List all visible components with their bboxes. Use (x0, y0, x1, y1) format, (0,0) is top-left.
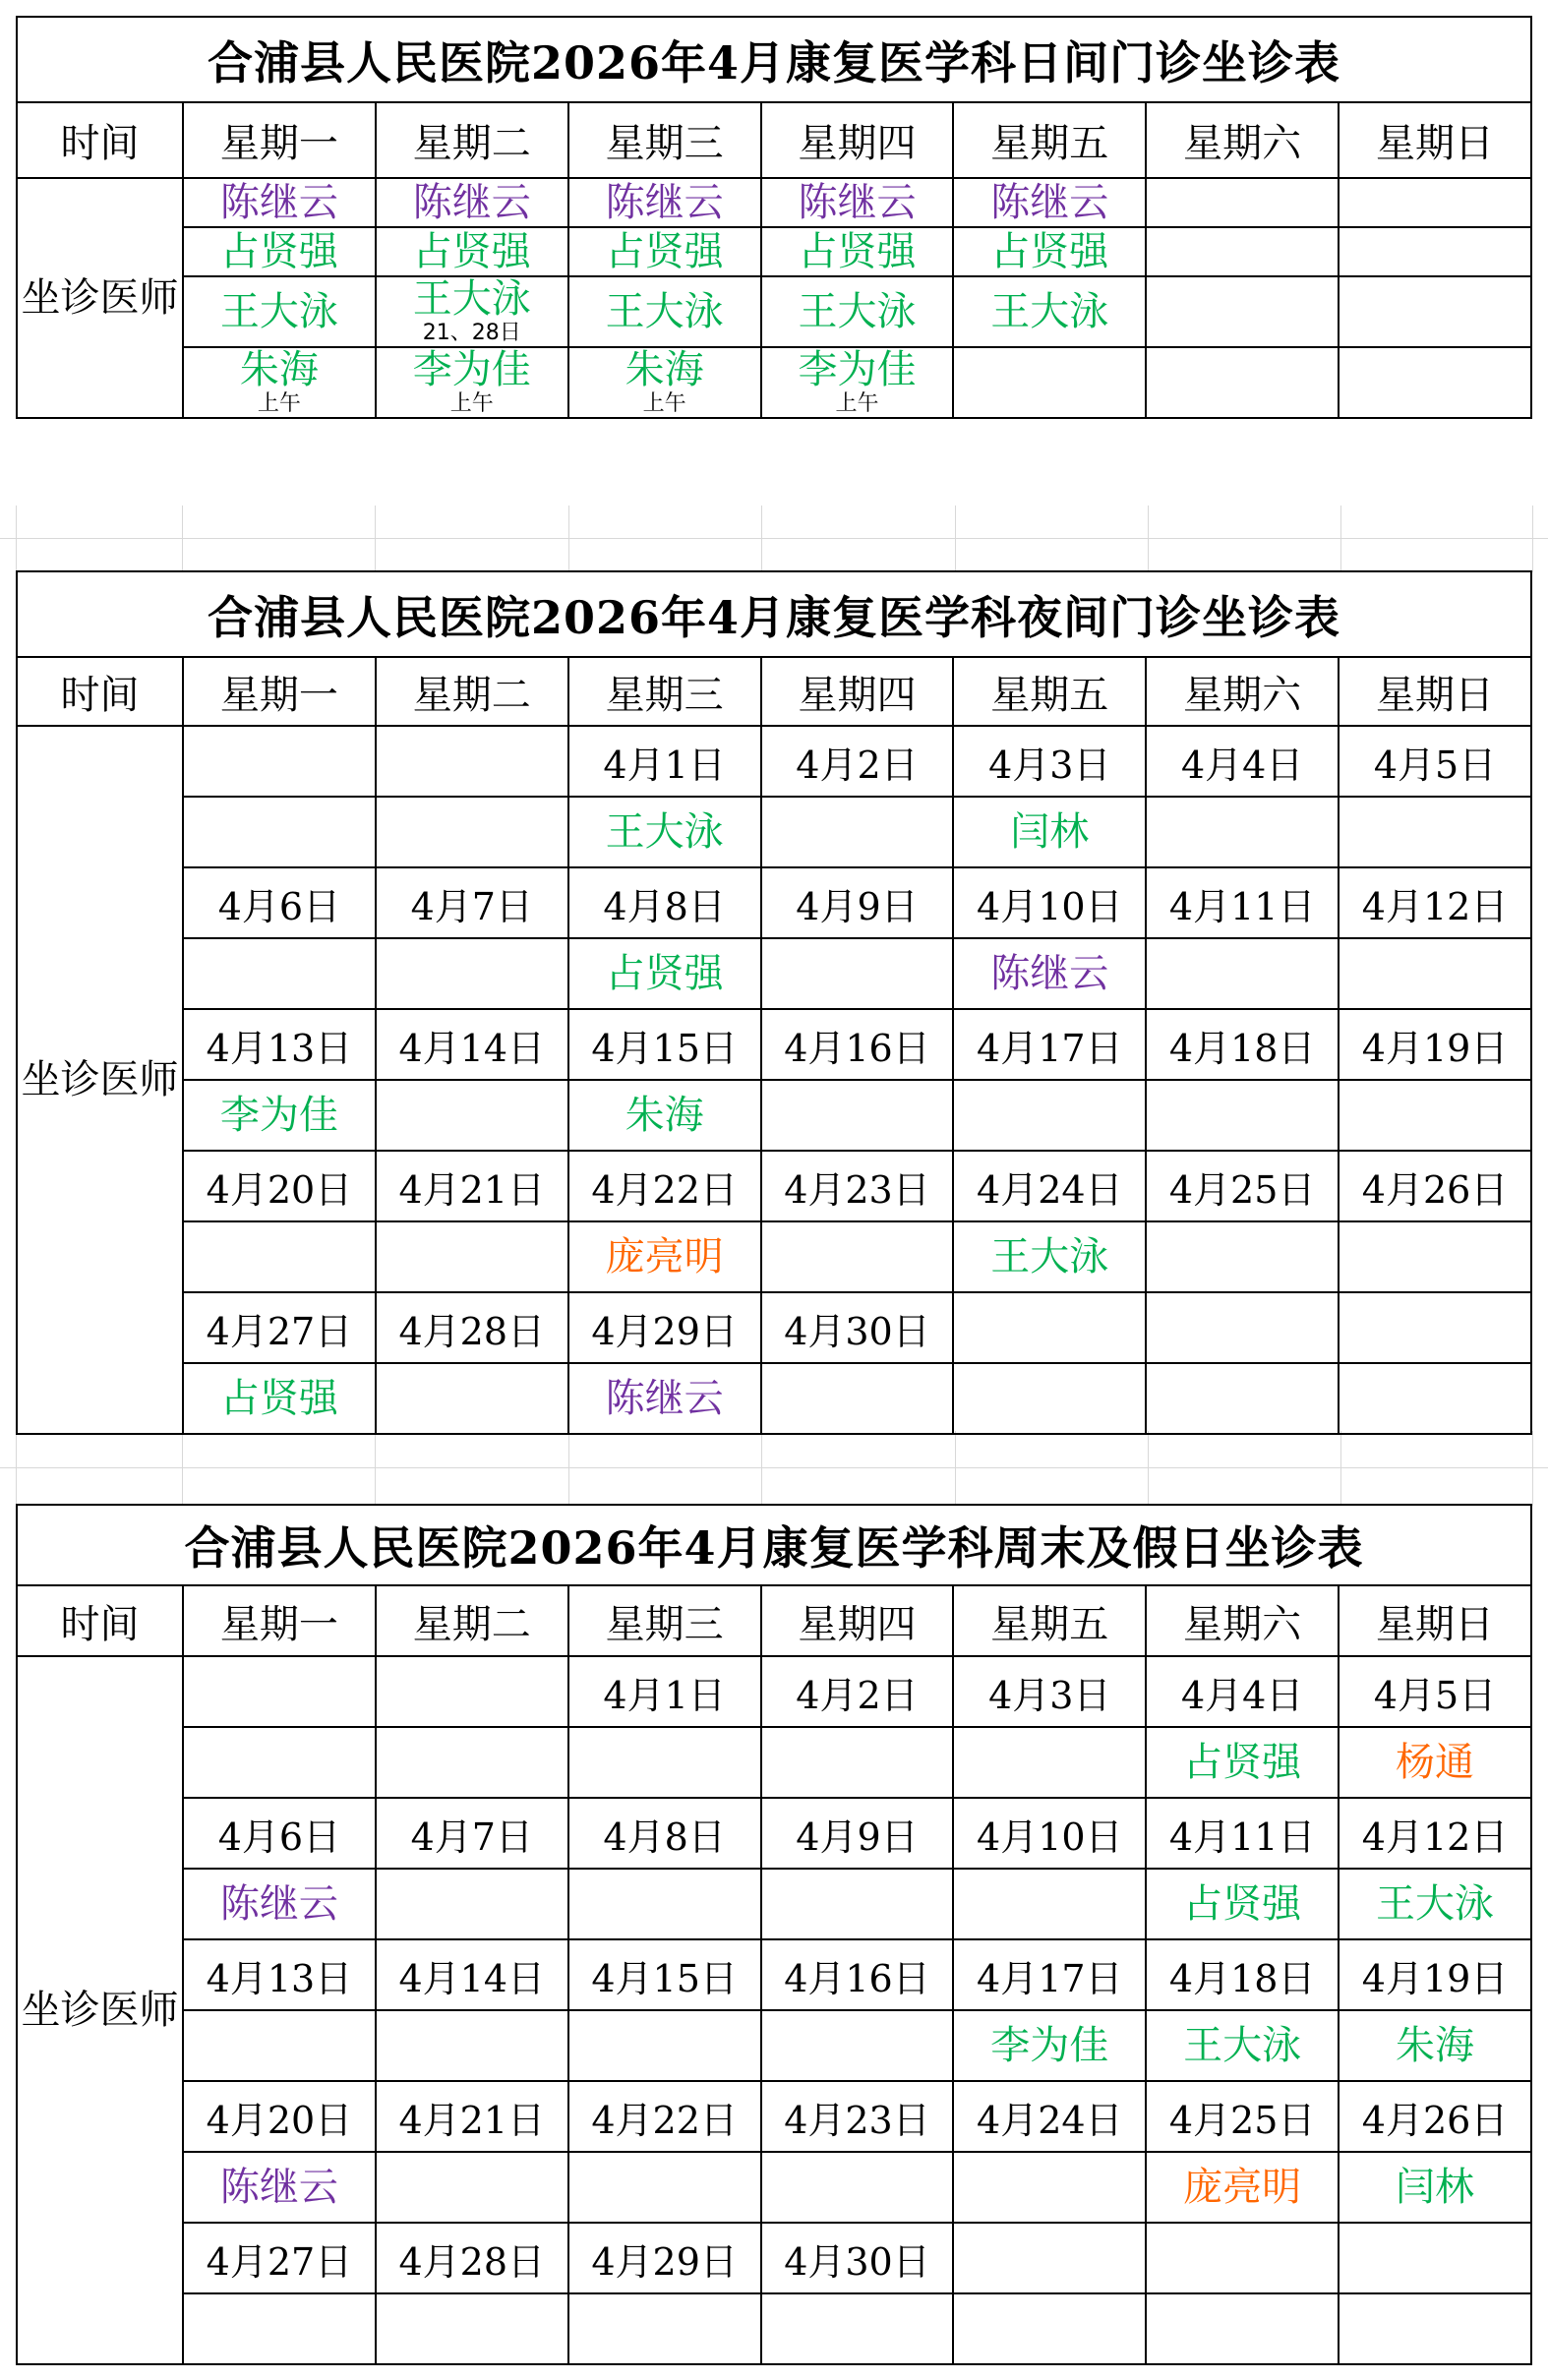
night-header-row (17, 657, 1531, 726)
doctor-cell (568, 347, 761, 418)
doctor-cell (1146, 2293, 1339, 2364)
doctor-cell (183, 178, 376, 227)
doctor-cell (1146, 1727, 1339, 1798)
doctor-cell (568, 1727, 761, 1798)
doctor-row (17, 1363, 1531, 1434)
doctor-cell (761, 1221, 954, 1292)
doctor-cell (376, 347, 568, 418)
doctor-cell (761, 1080, 954, 1151)
date-row (17, 867, 1531, 938)
doctor-cell (183, 227, 376, 276)
date-cell: 4月15日 (568, 1009, 761, 1080)
doctor-cell (376, 1363, 568, 1434)
table-row (17, 227, 1531, 276)
doctor-cell (568, 2010, 761, 2081)
date-cell: 4月1日 (568, 1656, 761, 1727)
header-time: 时间 (17, 657, 183, 726)
date-cell: 4月11日 (1146, 867, 1339, 938)
doctor-name: 杨通 (1396, 1740, 1475, 1785)
header-friday: 星期五 (953, 657, 1146, 726)
header-sunday: 星期日 (1339, 657, 1531, 726)
doctor-cell (376, 276, 568, 347)
header-monday: 星期一 (183, 1585, 376, 1656)
doctor-cell (376, 1221, 568, 1292)
date-cell: 4月8日 (568, 867, 761, 938)
doctor-note: 21、28日 (422, 321, 521, 345)
weekend-schedule-body (17, 1656, 1531, 2364)
doctor-name: 王大泳 (605, 809, 724, 855)
doctor-name: 闫林 (1010, 809, 1090, 855)
doctor-cell (953, 797, 1146, 867)
doctor-name: 朱海 (1396, 2023, 1475, 2068)
doctor-name: 陈继云 (605, 1376, 724, 1421)
doctor-cell (1339, 347, 1531, 418)
date-cell: 4月5日 (1339, 726, 1531, 797)
doctor-cell (1339, 178, 1531, 227)
date-cell: 4月7日 (376, 1798, 568, 1869)
date-cell: 4月12日 (1339, 1798, 1531, 1869)
table-row (17, 178, 1531, 227)
date-cell: 4月11日 (1146, 1798, 1339, 1869)
date-cell: 4月12日 (1339, 867, 1531, 938)
doctor-name: 占贤强 (1183, 1881, 1302, 1927)
header-sunday: 星期日 (1339, 1585, 1531, 1656)
doctor-name: 占贤强 (219, 1376, 338, 1421)
header-time: 时间 (17, 1585, 183, 1656)
date-cell: 4月24日 (953, 2081, 1146, 2152)
doctor-name: 李为佳 (990, 2023, 1109, 2068)
doctor-cell (183, 1363, 376, 1434)
doctor-cell (953, 1080, 1146, 1151)
date-cell: 4月16日 (761, 1009, 954, 1080)
date-row (17, 2223, 1531, 2293)
date-cell: 4月6日 (183, 867, 376, 938)
doctor-cell (761, 347, 954, 418)
date-row (17, 1151, 1531, 1221)
date-cell: 4月20日 (183, 2081, 376, 2152)
doctor-cell (183, 1080, 376, 1151)
doctor-cell (568, 1221, 761, 1292)
doctor-cell (953, 347, 1146, 418)
doctor-cell (1146, 797, 1339, 867)
doctor-name: 王大泳 (1376, 1881, 1495, 1927)
date-cell: 4月28日 (376, 1292, 568, 1363)
doctor-cell (1146, 2152, 1339, 2223)
doctor-cell (183, 797, 376, 867)
header-time: 时间 (17, 102, 183, 178)
date-cell: 4月2日 (761, 726, 954, 797)
date-cell: 4月4日 (1146, 1656, 1339, 1727)
doctor-cell (1146, 1869, 1339, 1939)
date-cell: 4月8日 (568, 1798, 761, 1869)
doctor-cell (183, 2293, 376, 2364)
date-row (17, 726, 1531, 797)
date-cell: 4月22日 (568, 1151, 761, 1221)
header-thursday: 星期四 (761, 102, 954, 178)
date-row (17, 1292, 1531, 1363)
date-cell: 4月10日 (953, 1798, 1146, 1869)
date-cell: 4月15日 (568, 1939, 761, 2010)
doctor-cell (568, 1080, 761, 1151)
doctor-cell (953, 1727, 1146, 1798)
doctor-name: 占贤强 (412, 229, 531, 274)
doctor-row-label: 坐诊医师 (17, 726, 183, 1434)
date-cell: 4月26日 (1339, 2081, 1531, 2152)
date-cell: 4月1日 (568, 726, 761, 797)
date-cell: 4月13日 (183, 1009, 376, 1080)
night-schedule-title: 合浦县人民医院2026年4月康复医学科夜间门诊坐诊表 (17, 571, 1531, 657)
date-cell: 4月4日 (1146, 726, 1339, 797)
header-tuesday: 星期二 (376, 102, 568, 178)
date-cell: 4月5日 (1339, 1656, 1531, 1727)
doctor-name: 李为佳 (412, 347, 531, 392)
night-schedule-table (16, 570, 1532, 1435)
doctor-cell (953, 1363, 1146, 1434)
date-cell: 4月25日 (1146, 1151, 1339, 1221)
doctor-cell (761, 178, 954, 227)
doctor-cell (953, 938, 1146, 1009)
date-cell: 4月9日 (761, 1798, 954, 1869)
date-cell: 4月14日 (376, 1009, 568, 1080)
date-cell: 4月9日 (761, 867, 954, 938)
date-cell: 4月6日 (183, 1798, 376, 1869)
date-cell (1146, 2223, 1339, 2293)
doctor-cell (1339, 1727, 1531, 1798)
doctor-name: 陈继云 (798, 180, 917, 225)
weekend-schedule-table (16, 1504, 1532, 2365)
doctor-cell (568, 2293, 761, 2364)
doctor-cell (1146, 2010, 1339, 2081)
header-wednesday: 星期三 (568, 657, 761, 726)
doctor-cell (953, 1221, 1146, 1292)
header-saturday: 星期六 (1146, 657, 1339, 726)
doctor-name: 王大泳 (412, 276, 531, 322)
date-cell: 4月21日 (376, 1151, 568, 1221)
doctor-cell (376, 1727, 568, 1798)
doctor-cell (761, 1869, 954, 1939)
header-thursday: 星期四 (761, 1585, 954, 1656)
date-row (17, 2081, 1531, 2152)
gridline-gap-1 (0, 506, 1548, 572)
date-row (17, 1009, 1531, 1080)
doctor-cell (376, 938, 568, 1009)
date-cell: 4月23日 (761, 2081, 954, 2152)
doctor-cell (953, 178, 1146, 227)
doctor-cell (183, 2152, 376, 2223)
header-wednesday: 星期三 (568, 1585, 761, 1656)
doctor-name: 朱海 (625, 347, 704, 392)
doctor-name: 占贤强 (990, 229, 1109, 274)
doctor-note: 上午 (642, 391, 686, 416)
doctor-cell (376, 797, 568, 867)
doctor-name: 陈继云 (219, 1881, 338, 1927)
doctor-cell (1146, 276, 1339, 347)
date-cell: 4月29日 (568, 1292, 761, 1363)
weekend-header-row (17, 1585, 1531, 1656)
doctor-row (17, 1869, 1531, 1939)
header-monday: 星期一 (183, 657, 376, 726)
doctor-cell (1339, 2152, 1531, 2223)
doctor-name: 王大泳 (1183, 2023, 1302, 2068)
weekend-schedule-title: 合浦县人民医院2026年4月康复医学科周末及假日坐诊表 (17, 1505, 1531, 1585)
date-cell: 4月30日 (761, 2223, 954, 2293)
doctor-cell (1339, 227, 1531, 276)
doctor-name: 陈继云 (605, 180, 724, 225)
date-cell: 4月7日 (376, 867, 568, 938)
doctor-name: 朱海 (239, 347, 319, 392)
doctor-cell (183, 1869, 376, 1939)
doctor-cell (1146, 1363, 1339, 1434)
doctor-cell (568, 938, 761, 1009)
doctor-cell (1339, 1221, 1531, 1292)
date-cell: 4月27日 (183, 1292, 376, 1363)
doctor-row (17, 938, 1531, 1009)
doctor-note: 上午 (449, 391, 494, 416)
doctor-row (17, 2010, 1531, 2081)
doctor-cell (568, 1363, 761, 1434)
gridline-gap-2 (0, 1431, 1548, 1506)
date-cell: 4月29日 (568, 2223, 761, 2293)
doctor-cell (953, 2010, 1146, 2081)
doctor-cell (761, 2293, 954, 2364)
doctor-cell (1339, 2293, 1531, 2364)
date-cell (1339, 1292, 1531, 1363)
day-header-row (17, 102, 1531, 178)
date-cell: 4月3日 (953, 1656, 1146, 1727)
doctor-name: 占贤强 (605, 951, 724, 996)
doctor-cell (953, 227, 1146, 276)
date-row (17, 1798, 1531, 1869)
header-saturday: 星期六 (1146, 102, 1339, 178)
date-cell (1146, 1292, 1339, 1363)
date-cell (953, 1292, 1146, 1363)
doctor-name: 陈继云 (219, 180, 338, 225)
header-monday: 星期一 (183, 102, 376, 178)
doctor-cell (1339, 276, 1531, 347)
doctor-cell (1146, 347, 1339, 418)
doctor-cell (1339, 1080, 1531, 1151)
doctor-name: 陈继云 (219, 2165, 338, 2210)
header-sunday: 星期日 (1339, 102, 1531, 178)
date-cell: 4月10日 (953, 867, 1146, 938)
doctor-cell (953, 1869, 1146, 1939)
header-tuesday: 星期二 (376, 1585, 568, 1656)
doctor-row (17, 1080, 1531, 1151)
date-cell: 4月21日 (376, 2081, 568, 2152)
doctor-cell (376, 2010, 568, 2081)
doctor-cell (183, 1221, 376, 1292)
date-cell: 4月14日 (376, 1939, 568, 2010)
date-row (17, 1656, 1531, 1727)
doctor-cell (761, 1727, 954, 1798)
doctor-cell (376, 2152, 568, 2223)
date-cell: 4月23日 (761, 1151, 954, 1221)
doctor-cell (183, 938, 376, 1009)
doctor-cell (1339, 1363, 1531, 1434)
date-cell (183, 1656, 376, 1727)
date-cell: 4月19日 (1339, 1939, 1531, 2010)
day-schedule-table (16, 16, 1532, 419)
table-row (17, 347, 1531, 418)
day-schedule-body (17, 178, 1531, 418)
table-row (17, 276, 1531, 347)
doctor-name: 占贤强 (1183, 1740, 1302, 1785)
date-cell: 4月17日 (953, 1939, 1146, 2010)
date-cell: 4月30日 (761, 1292, 954, 1363)
doctor-name: 陈继云 (990, 951, 1109, 996)
header-thursday: 星期四 (761, 657, 954, 726)
header-saturday: 星期六 (1146, 1585, 1339, 1656)
doctor-name: 李为佳 (798, 347, 917, 392)
doctor-cell (1339, 1869, 1531, 1939)
doctor-cell (953, 276, 1146, 347)
doctor-cell (376, 2293, 568, 2364)
doctor-cell (1339, 797, 1531, 867)
date-cell: 4月22日 (568, 2081, 761, 2152)
doctor-cell (761, 276, 954, 347)
doctor-cell (376, 1869, 568, 1939)
doctor-cell (183, 1727, 376, 1798)
doctor-name: 庞亮明 (1183, 2165, 1302, 2210)
doctor-row (17, 2152, 1531, 2223)
date-cell: 4月28日 (376, 2223, 568, 2293)
date-cell (953, 2223, 1146, 2293)
doctor-cell (761, 797, 954, 867)
doctor-name: 朱海 (625, 1093, 704, 1138)
doctor-name: 陈继云 (990, 180, 1109, 225)
night-schedule-body (17, 726, 1531, 1434)
doctor-cell (568, 227, 761, 276)
header-friday: 星期五 (953, 1585, 1146, 1656)
doctor-cell (1146, 227, 1339, 276)
doctor-name: 闫林 (1396, 2165, 1475, 2210)
doctor-name: 占贤强 (605, 229, 724, 274)
doctor-cell (376, 1080, 568, 1151)
doctor-cell (761, 2010, 954, 2081)
date-cell: 4月13日 (183, 1939, 376, 2010)
date-cell (183, 726, 376, 797)
doctor-row (17, 1221, 1531, 1292)
date-row (17, 1939, 1531, 2010)
doctor-name: 陈继云 (412, 180, 531, 225)
doctor-name: 王大泳 (990, 289, 1109, 334)
date-cell (1339, 2223, 1531, 2293)
date-cell (376, 726, 568, 797)
doctor-cell (953, 2152, 1146, 2223)
doctor-cell (1146, 178, 1339, 227)
doctor-name: 庞亮明 (605, 1234, 724, 1279)
day-schedule-title: 合浦县人民医院2026年4月康复医学科日间门诊坐诊表 (17, 17, 1531, 102)
doctor-cell (1146, 1080, 1339, 1151)
doctor-name: 李为佳 (219, 1093, 338, 1138)
doctor-name: 王大泳 (605, 289, 724, 334)
doctor-row (17, 2293, 1531, 2364)
doctor-cell (761, 227, 954, 276)
doctor-cell (376, 178, 568, 227)
date-cell: 4月16日 (761, 1939, 954, 2010)
doctor-cell (183, 347, 376, 418)
date-cell: 4月27日 (183, 2223, 376, 2293)
header-friday: 星期五 (953, 102, 1146, 178)
doctor-row (17, 797, 1531, 867)
date-cell: 4月20日 (183, 1151, 376, 1221)
date-cell: 4月17日 (953, 1009, 1146, 1080)
doctor-cell (568, 1869, 761, 1939)
date-cell: 4月25日 (1146, 2081, 1339, 2152)
doctor-cell (1146, 1221, 1339, 1292)
doctor-cell (568, 178, 761, 227)
doctor-cell (761, 938, 954, 1009)
doctor-cell (1339, 938, 1531, 1009)
doctor-name: 王大泳 (798, 289, 917, 334)
doctor-cell (183, 2010, 376, 2081)
doctor-row (17, 1727, 1531, 1798)
doctor-note: 上午 (257, 391, 301, 416)
date-cell: 4月26日 (1339, 1151, 1531, 1221)
doctor-note: 上午 (835, 391, 879, 416)
doctor-cell (376, 227, 568, 276)
doctor-name: 王大泳 (219, 289, 338, 334)
doctor-cell (183, 276, 376, 347)
date-cell: 4月18日 (1146, 1939, 1339, 2010)
date-cell: 4月24日 (953, 1151, 1146, 1221)
doctor-cell (761, 2152, 954, 2223)
header-wednesday: 星期三 (568, 102, 761, 178)
doctor-cell (953, 2293, 1146, 2364)
doctor-row-label: 坐诊医师 (17, 178, 183, 418)
date-cell: 4月18日 (1146, 1009, 1339, 1080)
doctor-cell (761, 1363, 954, 1434)
doctor-cell (568, 2152, 761, 2223)
doctor-name: 王大泳 (990, 1234, 1109, 1279)
date-cell: 4月2日 (761, 1656, 954, 1727)
doctor-cell (568, 276, 761, 347)
header-tuesday: 星期二 (376, 657, 568, 726)
doctor-cell (1146, 938, 1339, 1009)
doctor-name: 占贤强 (219, 229, 338, 274)
doctor-cell (568, 797, 761, 867)
doctor-cell (1339, 2010, 1531, 2081)
doctor-name: 占贤强 (798, 229, 917, 274)
date-cell: 4月19日 (1339, 1009, 1531, 1080)
doctor-row-label: 坐诊医师 (17, 1656, 183, 2364)
date-cell: 4月3日 (953, 726, 1146, 797)
date-cell (376, 1656, 568, 1727)
